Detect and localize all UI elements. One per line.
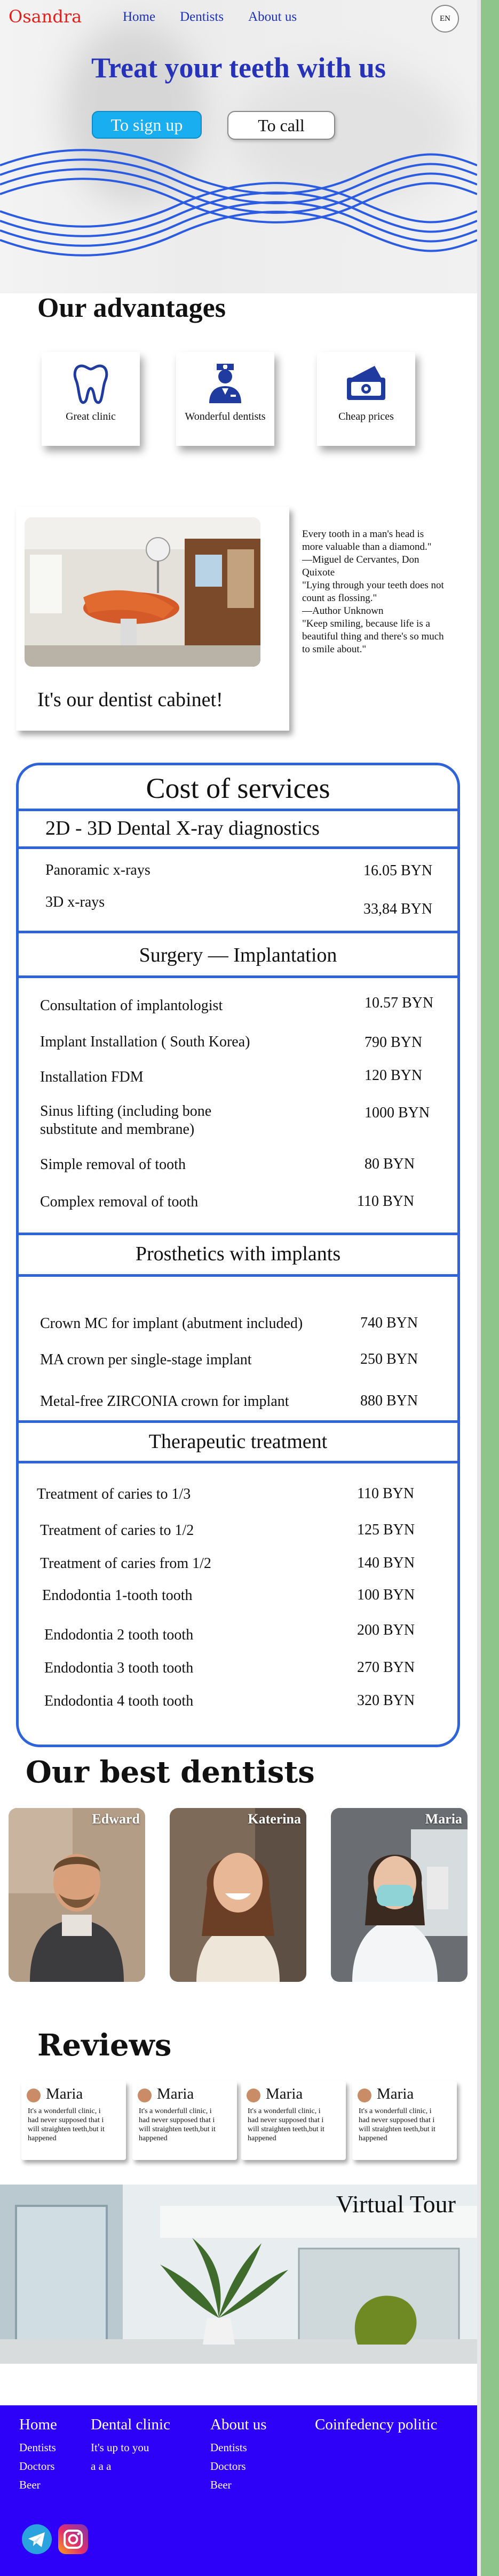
reviews-title: Reviews [37, 2028, 172, 2063]
footer-link[interactable]: a a a [91, 2460, 112, 2473]
service-price: 270 BYN [357, 1659, 415, 1676]
dentist-card-maria[interactable] [331, 1808, 468, 1982]
dentist-card-edward[interactable] [9, 1808, 145, 1982]
footer-col-about-us [210, 2416, 267, 2497]
footer-link-about-us[interactable]: About us [210, 2416, 267, 2433]
avatar [138, 2089, 152, 2102]
reviewer-name: Maria [266, 2085, 303, 2102]
service-name: Complex removal of tooth [40, 1194, 199, 1210]
service-name: Endodontia 4 tooth tooth [44, 1693, 194, 1709]
main-nav [123, 10, 297, 25]
service-price: 200 BYN [357, 1622, 415, 1638]
reviewer-name: Maria [157, 2085, 194, 2102]
service-price: 250 BYN [360, 1351, 418, 1367]
doctor-icon [206, 362, 244, 404]
service-name: Endodontia 2 tooth tooth [44, 1627, 194, 1643]
review-text: It's a wonderfull clinic, i had never supposed that i will straighten teeth,but it happened [248, 2107, 324, 2142]
service-price: 16.05 BYN [363, 862, 433, 879]
service-price: 100 BYN [357, 1587, 415, 1603]
footer-col-home [19, 2416, 57, 2497]
avatar [247, 2089, 260, 2102]
service-price: 110 BYN [357, 1193, 415, 1210]
advantage-card-great-clinic [42, 352, 140, 446]
cabinet-caption: It's our dentist cabinet! [37, 689, 223, 711]
footer-link[interactable]: Beer [19, 2478, 41, 2491]
footer-col-policy [315, 2416, 438, 2441]
service-price: 880 BYN [360, 1393, 418, 1409]
service-name: Treatment of caries from 1/2 [40, 1555, 211, 1572]
service-price: 790 BYN [365, 1034, 423, 1051]
review-text: It's a wonderfull clinic, i had never supposed that i will straighten teeth,but it happened [359, 2107, 435, 2142]
service-price: 80 BYN [365, 1156, 415, 1172]
dentist-name: Maria [425, 1811, 462, 1827]
cabinet-photo [25, 517, 260, 667]
section-divider [19, 1233, 457, 1235]
price-section-title: Therapeutic treatment [148, 1430, 328, 1453]
footer-col-dental-clinic [91, 2416, 170, 2478]
hero-section [0, 0, 477, 293]
advantage-label: Wonderful dentists [185, 411, 266, 422]
wave-lines-decoration [0, 144, 477, 272]
service-name: Metal-free ZIRCONIA crown for implant [40, 1393, 289, 1410]
advantage-card-cheap-prices [317, 352, 415, 446]
service-price: 120 BYN [365, 1067, 423, 1084]
service-price: 10.57 BYN [365, 995, 434, 1011]
price-section-title: Surgery — Implantation [139, 944, 337, 966]
service-name: Endodontia 1-tooth tooth [42, 1587, 193, 1604]
service-name: Endodontia 3 tooth tooth [44, 1660, 194, 1676]
footer-link[interactable]: Beer [210, 2478, 232, 2491]
price-list [16, 763, 460, 1747]
service-name: Crown MC for implant (abutment included) [40, 1315, 303, 1332]
cabinet-card [16, 507, 289, 731]
price-section-title: Prosthetics with implants [135, 1243, 341, 1265]
footer-link[interactable]: Dentists [210, 2441, 247, 2454]
service-name: MA crown per single-stage implant [40, 1351, 252, 1368]
review-text: It's a wonderfull clinic, i had never supposed that i will straighten teeth,but it happened [28, 2107, 105, 2142]
dental-quotes [302, 528, 446, 656]
dentists-title: Our best dentists [26, 1755, 315, 1790]
avatar [358, 2089, 371, 2102]
section-divider [19, 1274, 457, 1277]
footer-link[interactable]: Doctors [210, 2460, 246, 2473]
footer-link[interactable]: Dentists [19, 2441, 56, 2454]
dentist-name: Katerina [248, 1811, 301, 1827]
review-card [352, 2081, 457, 2160]
dentist-photo [331, 1808, 468, 1982]
reviewer-name: Maria [46, 2085, 83, 2102]
review-card [241, 2081, 346, 2160]
section-divider [19, 931, 457, 933]
tooth-icon [72, 362, 109, 404]
footer-link-dental-clinic[interactable]: Dental clinic [91, 2416, 170, 2433]
logo[interactable]: Osandra [9, 6, 82, 27]
telegram-icon[interactable] [21, 2524, 52, 2555]
review-card [21, 2081, 126, 2160]
service-name: Treatment of caries to 1/3 [37, 1486, 191, 1502]
advantage-label: Cheap prices [338, 411, 394, 422]
service-name: Simple removal of tooth [40, 1156, 186, 1173]
nav-dentists[interactable]: Dentists [180, 10, 224, 24]
hero-title: Treat your teeth with us [91, 52, 386, 84]
price-list-title: Cost of services [19, 765, 457, 811]
advantage-card-wonderful-dentists [176, 352, 274, 446]
service-price: 125 BYN [357, 1522, 415, 1538]
service-price: 140 BYN [357, 1555, 415, 1571]
virtual-tour-banner[interactable] [0, 2185, 477, 2364]
service-name: Implant Installation ( South Korea) [40, 1034, 250, 1050]
money-icon [345, 362, 387, 404]
section-divider [19, 975, 457, 978]
review-text: It's a wonderfull clinic, i had never supposed that i will straighten teeth,but it happened [139, 2107, 216, 2142]
dentist-photo [170, 1808, 306, 1982]
service-price: 320 BYN [357, 1692, 415, 1709]
nav-about-us[interactable]: About us [248, 10, 297, 24]
section-divider [19, 846, 457, 849]
advantage-label: Great clinic [66, 411, 116, 422]
price-section-title: 2D - 3D Dental X-ray diagnostics [45, 817, 320, 839]
section-divider [19, 1461, 457, 1463]
service-name: Consultation of implantologist [40, 997, 223, 1014]
call-button[interactable]: To call [227, 111, 335, 140]
advantages-title: Our advantages [37, 293, 226, 323]
footer-link-home[interactable]: Home [19, 2416, 57, 2433]
service-price: 1000 BYN [365, 1105, 430, 1121]
service-price: 33,84 BYN [363, 901, 433, 917]
instagram-icon[interactable] [58, 2524, 89, 2555]
reviewer-name: Maria [377, 2085, 414, 2102]
quotes-text: Every tooth in a man's head is more valuable than a diamond." —Miguel de Cervantes, Don Quixote "Lying through your teeth does not count as flossing." —Author Unknown "Keep smiling, because life is a beautiful thing and there's so much to smile about." [302, 529, 444, 655]
virtual-tour-title: Virtual Tour [336, 2190, 456, 2218]
language-switch-button[interactable]: EN [431, 5, 459, 33]
section-divider [19, 1420, 457, 1423]
service-name: Sinus lifting (including bone substitute and membrane) [40, 1103, 212, 1138]
side-scrollbar-rail[interactable] [477, 0, 499, 2576]
dentist-card-katerina[interactable] [170, 1808, 306, 1982]
avatar [27, 2089, 41, 2102]
nav-home[interactable]: Home [123, 10, 156, 24]
dentist-name: Edward [92, 1811, 140, 1827]
footer-link[interactable]: It's up to you [91, 2441, 149, 2454]
footer-link-policy[interactable]: Coinfedency politic [315, 2416, 438, 2433]
sign-up-button[interactable]: To sign up [92, 111, 202, 139]
footer-link[interactable]: Doctors [19, 2460, 55, 2473]
service-price: 110 BYN [357, 1485, 415, 1502]
dentist-photo [9, 1808, 145, 1982]
service-name: 3D x-rays [45, 894, 105, 910]
service-price: 740 BYN [360, 1315, 418, 1331]
service-name: Panoramic x-rays [45, 862, 151, 878]
review-card [132, 2081, 237, 2160]
service-name: Installation FDM [40, 1069, 144, 1085]
service-name: Treatment of caries to 1/2 [40, 1522, 194, 1539]
